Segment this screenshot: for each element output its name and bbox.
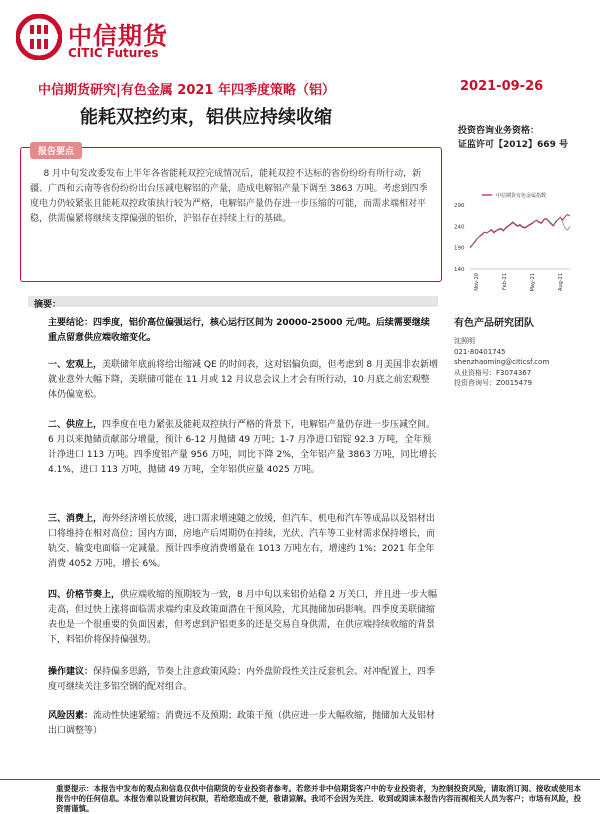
series-line-2 — [470, 217, 570, 247]
analyst-license-2: 投资咨询号：Z0015479 — [454, 379, 532, 387]
summary-tag: 报告要点 — [30, 142, 82, 159]
paragraph-supply — [48, 418, 438, 478]
paragraph-operation — [48, 665, 438, 695]
series-line-1 — [470, 214, 570, 247]
paragraph-price-head: 四、价格节奏上， — [48, 590, 121, 600]
summary-text: 8 月中旬发改委发布上半年各省能耗双控完成情况后，能耗双控不达标的省份纷纷有所行动，新疆、广西和云南等省份纷纷出台压减电解铝的产量，造成电解铝产量下调至 3863 万吨。考虑到四季度电力仍较紧张且能耗双控政策执行较为严格，电解铝产量仍存进一步压缩的可能，而需求端相对平稳，供需偏紧将继续支撑偏强的铝价，沪铝存在持续上行的基础。 — [30, 169, 428, 224]
y-tick-label: 140 — [454, 267, 465, 273]
x-tick-label: Nov-20 — [474, 273, 480, 291]
qualification-block — [458, 124, 568, 152]
team-title: 有色产品研究团队 — [454, 318, 534, 329]
qualification-line-1: 投资咨询业务资格： — [458, 126, 540, 136]
paragraph-supply-text: 四季度在电力紧张及能耗双控执行严格的背景下，电解铝产量仍存进一步压减空间。6 月以来抛储贡献部分增量，预计 6-12 月抛储 49 万吨；1-7 月净进口铝锭 92.3 万吨，全年预计净进口 113 万吨。四季度铝产量 956 万吨，同比下降 2%，全年铝产量 3863 万吨，同比增长 4.1%，进口 113 万吨，抛储 49 万吨，全年铝供应量 4025 万吨。 — [48, 420, 437, 475]
x-tick-label: Feb-21 — [502, 273, 508, 291]
citic-logo-icon — [16, 14, 62, 60]
analyst-email[interactable]: shenzhaoming@citicsf.com — [454, 358, 550, 366]
report-series-line: 中信期货研究|有色金属 2021 年四季度策略（铝） — [38, 83, 335, 98]
paragraph-consumption-text: 海外经济增长放缓，进口需求增速随之放缓，但汽车、机电和汽车等成品以及铝材出口将维持在相对高位；国内方面，房地产后周期仍在持续，光伏、汽车等工业材需求保持增长，而轨交、输变电面临一定减量。预计四季度消费增量在 1013 万吨左右，增速约 1%；2021 年全年消费 4052 万吨，增长 6%。 — [48, 514, 436, 569]
main-conclusion-text: 四季度，铝价高位偏强运行，核心运行区间为 20000-25000 元/吨。后续需要继续重点留意供应端收缩变化。 — [48, 318, 430, 343]
paragraph-risk-head: 风险因素： — [48, 711, 94, 721]
footer-rule — [0, 779, 600, 780]
logo-text-cn: 中信期货 — [68, 22, 168, 50]
report-title: 能耗双控约束，铝供应持续收缩 — [80, 107, 332, 128]
paragraph-operation-text: 保持偏多思路，节奏上注意政策风险；内外盘阶段性关注反套机会。对冲配置上，四季度可继续关注多铝空钢的配对组合。 — [48, 667, 436, 692]
y-tick-label: 240 — [454, 224, 465, 231]
main-conclusion — [48, 316, 438, 346]
y-tick-label: 190 — [454, 245, 465, 252]
paragraph-macro-head: 一、宏观上， — [48, 360, 103, 370]
paragraph-operation-head: 操作建议： — [48, 667, 94, 677]
paragraph-risk-text: 流动性快速紧缩；消费远不及预期；政策干预（供应进一步大幅收缩，抛储加大及铝材出口调整等） — [48, 711, 436, 736]
y-tick-label: 290 — [454, 203, 465, 209]
chart-title: 中信期货有色金属指数 — [496, 193, 547, 199]
paragraph-consumption — [48, 512, 438, 572]
paragraph-consumption-head: 三、消费上， — [48, 514, 103, 524]
paragraph-price-text: 供应端收缩的预期较为一致，8 月中旬以来铝价站稳 2 万关口，并且进一步大幅走高，但过快上涨将面临需求端约束及政策面潜在干预风险，尤其抛储加码影响。四季度美联储缩表也是一个很重要的负面因素，但考虑到沪铝更多的还是交易自身供需，在供应端持续收缩的背景下，料铝价将保持偏强势。 — [48, 590, 438, 645]
qualification-line-2: 证监许可【2012】669 号 — [458, 140, 568, 150]
paragraph-supply-head: 二、供应上， — [48, 420, 103, 430]
paragraph-macro — [48, 358, 438, 403]
main-conclusion-head: 主要结论： — [48, 318, 94, 328]
paragraph-risk — [48, 709, 438, 739]
team-contact — [454, 336, 549, 389]
footer-disclaimer: 重要提示：本报告中发布的观点和信息仅供中信期货的专业投资者参考。若您并非中信期货客户中的专业投资者，为控制投资风险，请取消订阅、接收或使用本报告中的任何信息。本报告难以设置访问权限，若给您造成不便，敬请谅解。我司不会因为关注、收到或阅读本报告内容而视相关人员为客户；市场有风险，投资需谨慎。 — [56, 784, 581, 813]
abstract-label: 摘要： — [34, 300, 62, 310]
paragraph-macro-text: 美联储年底前将给出缩减 QE 的时间表，这对铝偏负面，但考虑到 8 月美国非农新增就业意外大幅下降，美联储可能在 11 月或 12 月议息会议上才会有所行动，10 月底之前宏观整体仍偏宽松。 — [48, 360, 438, 400]
analyst-license-1: 从业资格号：F3074367 — [454, 368, 532, 377]
abstract-bar — [28, 296, 438, 307]
analyst-phone: 021-80401745 — [454, 347, 506, 356]
report-date: 2021-09-26 — [460, 79, 544, 94]
x-tick-label: Aug-21 — [558, 273, 564, 291]
x-tick-label: May-21 — [530, 273, 536, 292]
index-line-chart — [452, 187, 580, 295]
analyst-name: 沈照明 — [454, 337, 475, 345]
logo-text-en: CITIC Futures — [68, 46, 159, 60]
paragraph-price — [48, 588, 438, 648]
